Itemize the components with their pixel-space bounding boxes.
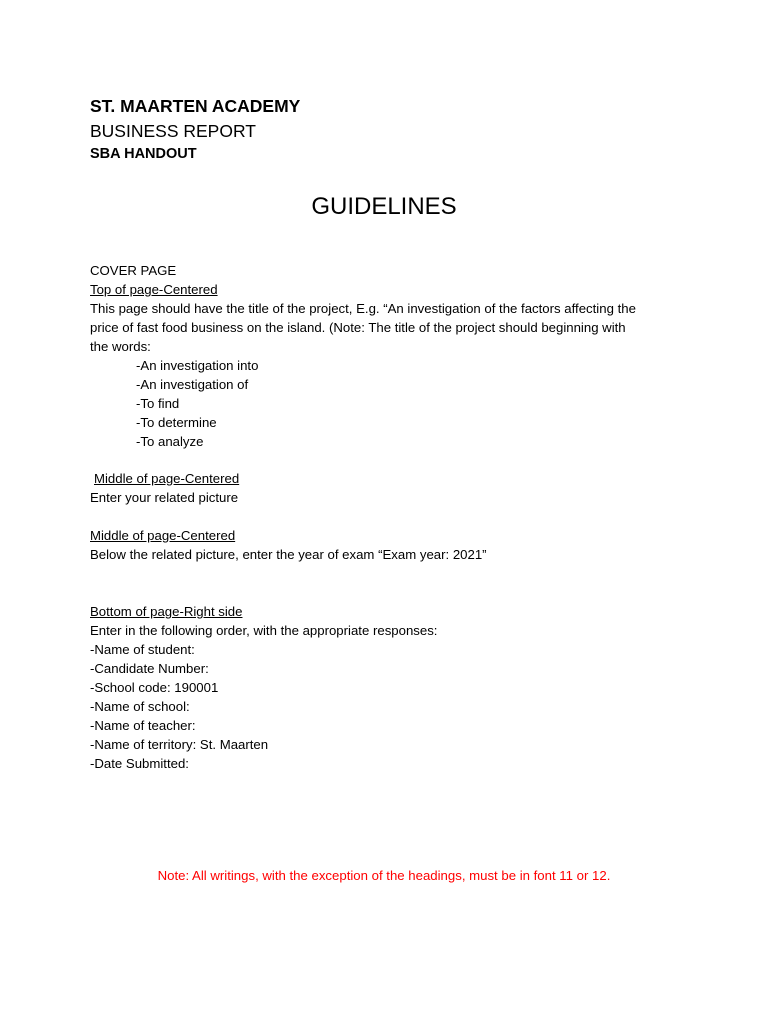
font-size-note: Note: All writings, with the exception of the headings, must be in font 11 or 12. [157, 868, 611, 883]
field-item: -Name of school: [90, 699, 190, 714]
handout-title: SBA HANDOUT [90, 146, 197, 162]
paragraph-line: the words: [90, 339, 151, 354]
middle-of-page-label: Middle of page-Centered [90, 528, 236, 543]
middle-of-page-label: Middle of page-Centered [94, 471, 240, 486]
field-item: -Date Submitted: [90, 756, 189, 771]
bottom-instruction: Enter in the following order, with the appropriate responses: [90, 623, 438, 638]
middle-instruction: Enter your related picture [90, 490, 239, 505]
title-starter-item: -To determine [136, 415, 217, 430]
report-title: BUSINESS REPORT [90, 121, 256, 141]
bottom-of-page-label: Bottom of page-Right side [90, 604, 243, 619]
title-starter-item: -An investigation into [136, 358, 259, 373]
field-item: -School code: 190001 [90, 680, 219, 695]
page-title: GUIDELINES [311, 193, 457, 220]
paragraph-line: price of fast food business on the island. (Note: The title of the project should beginning with [90, 320, 626, 335]
field-item: -Name of student: [90, 642, 195, 657]
school-name: ST. MAARTEN ACADEMY [90, 96, 301, 116]
title-starter-item: -An investigation of [136, 377, 249, 392]
paragraph-line: This page should have the title of the project, E.g. “An investigation of the factors affecting the [90, 301, 636, 316]
field-item: -Candidate Number: [90, 661, 209, 676]
field-item: -Name of teacher: [90, 718, 196, 733]
top-of-page-label: Top of page-Centered [90, 282, 218, 297]
cover-page-heading: COVER PAGE [90, 263, 177, 278]
title-starter-item: -To analyze [136, 434, 204, 449]
exam-year-instruction: Below the related picture, enter the year of exam “Exam year: 2021” [90, 547, 487, 562]
title-starter-item: -To find [136, 396, 180, 411]
field-item: -Name of territory: St. Maarten [90, 737, 269, 752]
